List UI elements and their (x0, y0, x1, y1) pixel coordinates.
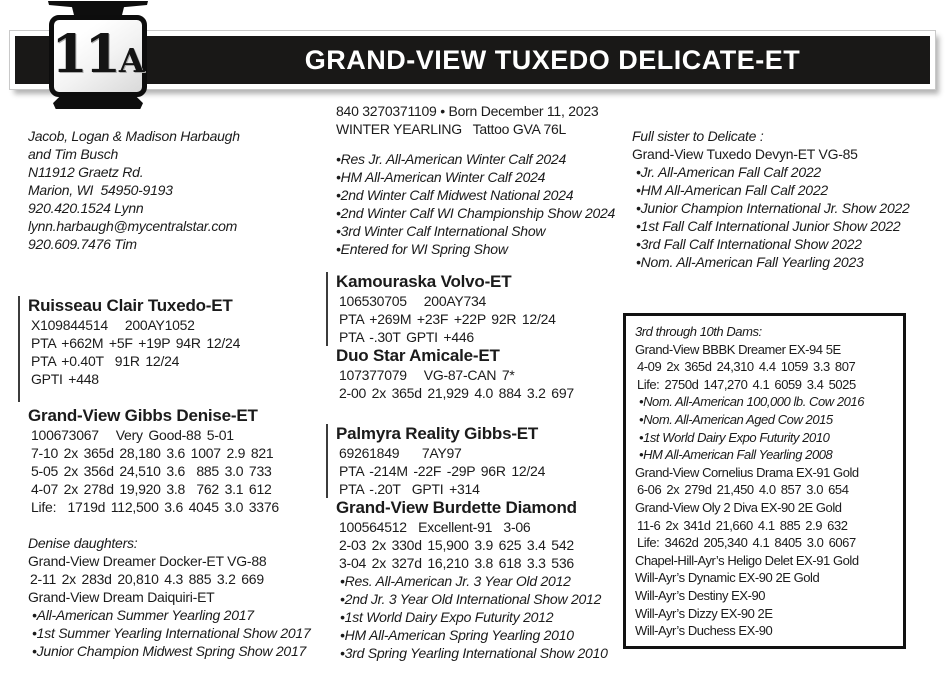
owner-line: Marion, WI 54950-9193 (28, 182, 173, 198)
daughter-line: •1st Summer Yearling International Show 2017 (32, 625, 311, 641)
pedigree-info-line: 69261849 7AY97 (339, 445, 462, 461)
daughter-line: •All-American Summer Yearling 2017 (32, 607, 254, 623)
lot-letter: A (118, 41, 145, 80)
maternal-grandsire-name: Kamouraska Volvo-ET (336, 272, 512, 291)
pedigree-info-line: 2-03 2x 330d 15,900 3.9 625 3.4 542 (339, 537, 574, 553)
full-sister-block (632, 127, 950, 271)
pedigree-info-line: 4-07 2x 278d 19,920 3.8 762 3.1 612 (31, 481, 272, 497)
pedigree-info-line: 100564512 Excellent-91 3-06 (339, 519, 531, 535)
further-dams-box (623, 313, 906, 649)
pedigree-info-line: PTA +269M +23F +22P 92R 12/24 (339, 311, 556, 327)
dam-history-line: Grand-View BBBK Dreamer EX-94 5E (635, 341, 841, 357)
maternal-granddam-name: Duo Star Amicale-ET (336, 346, 500, 365)
award-line: •HM All-American Winter Calf 2024 (336, 169, 546, 185)
award-line: •HM All-American Spring Yearling 2010 (340, 627, 574, 643)
dam-history-line: Will-Ayr’s Dizzy EX-90 2E (635, 605, 773, 621)
dam-name: Grand-View Gibbs Denise-ET (28, 406, 258, 425)
award-line: •Jr. All-American Fall Calf 2022 (636, 164, 821, 180)
pedigree-info-line: Life: 1719d 112,500 3.6 4045 3.0 3376 (31, 499, 279, 515)
award-line: •3rd Spring Yearling International Show 2010 (340, 645, 608, 661)
maternal-grandsire-info (336, 292, 638, 346)
award-line: •3rd Winter Calf International Show (336, 223, 546, 239)
award-line: •2nd Winter Calf Midwest National 2024 (336, 187, 574, 203)
left-column (28, 127, 330, 660)
second-granddam-name: Grand-View Burdette Diamond (336, 498, 577, 517)
pedigree-info-line: PTA +662M +5F +19P 94R 12/24 (31, 335, 241, 351)
maternal-granddam-block (336, 346, 638, 402)
animal-name-title: GRAND-VIEW TUXEDO DELICATE-ET (304, 45, 801, 75)
tag-base-icon (53, 96, 143, 109)
second-grandsire-block (326, 424, 638, 498)
pedigree-info-line: PTA -214M -22F -29P 96R 12/24 (339, 463, 546, 479)
dam-history-line: Chapel-Hill-Ayr’s Heligo Delet EX-91 Gold (635, 552, 859, 568)
dam-info (28, 426, 330, 516)
pedigree-info-line: PTA -.30T GPTI +446 (339, 329, 474, 345)
dam-history-line: Will-Ayr’s Duchess EX-90 (635, 623, 773, 639)
dam-history-line: •Nom. All-American Aged Cow 2015 (639, 411, 833, 427)
dam-history-line: •HM All-American Fall Yearling 2008 (639, 447, 833, 463)
dam-block (28, 406, 330, 516)
right-column (632, 127, 950, 271)
daughter-line: Grand-View Dreamer Docker-ET VG-88 (28, 553, 267, 569)
dam-history-line: •1st World Dairy Expo Futurity 2010 (639, 429, 830, 445)
award-line: •HM All-American Fall Calf 2022 (636, 182, 828, 198)
full-sister-heading: Full sister to Delicate : (632, 128, 764, 144)
lot-number-tag (44, 1, 152, 109)
daughter-line: 2-11 2x 283d 20,810 4.3 885 3.2 669 (30, 571, 264, 587)
award-line: •Res Jr. All-American Winter Calf 2024 (336, 151, 566, 167)
dam-history-line: Grand-View Cornelius Drama EX-91 Gold (635, 464, 859, 480)
award-line: •2nd Winter Calf WI Championship Show 2024 (336, 205, 616, 221)
second-grandsire-name: Palmyra Reality Gibbs-ET (336, 424, 539, 443)
pedigree-info-line: 2-00 2x 365d 21,929 4.0 884 3.2 697 (339, 385, 574, 401)
owner-line: N11912 Graetz Rd. (28, 164, 144, 180)
pedigree-info-line: 106530705 200AY734 (339, 293, 487, 309)
second-granddam-block (336, 498, 638, 662)
class-tattoo-line: WINTER YEARLING Tattoo GVA 76L (336, 121, 567, 137)
middle-column (336, 102, 638, 662)
sire-name: Ruisseau Clair Tuxedo-ET (28, 296, 233, 315)
award-line: •Res. All-American Jr. 3 Year Old 2012 (340, 573, 571, 589)
lot-number: 11 (51, 24, 118, 85)
awards-list (336, 150, 638, 258)
owner-block (28, 127, 330, 253)
full-sister-awards (632, 163, 950, 271)
dam-history-line: 11-6 2x 341d 21,660 4.1 885 2.9 632 (637, 517, 848, 533)
dam-history-line: Life: 2750d 147,270 4.1 6059 3.4 5025 (637, 376, 856, 392)
award-line: •Junior Champion International Jr. Show 2022 (636, 200, 910, 216)
dam-history-line: Grand-View Oly 2 Diva EX-90 2E Gold (635, 499, 842, 515)
second-granddam-awards (336, 572, 638, 662)
maternal-grandsire-block (326, 272, 638, 346)
pedigree-info-line: PTA -.20T GPTI +314 (339, 481, 480, 497)
pedigree-info-line: 5-05 2x 356d 24,510 3.6 885 3.0 733 (31, 463, 272, 479)
identity-block (336, 102, 638, 138)
dam-history-line: Life: 3462d 205,340 4.1 8405 3.0 6067 (637, 535, 856, 551)
award-line: •2nd Jr. 3 Year Old International Show 2012 (340, 591, 602, 607)
full-sister-name: Grand-View Tuxedo Devyn-ET VG-85 (632, 146, 858, 162)
dam-history-line: 6-06 2x 279d 21,450 4.0 857 3.0 654 (637, 482, 849, 498)
dam-history-line: Will-Ayr’s Destiny EX-90 (635, 587, 766, 603)
dam-history-line: •Nom. All-American 100,000 lb. Cow 2016 (639, 394, 864, 410)
owner-line: and Tim Busch (28, 146, 118, 162)
second-granddam-info (336, 518, 638, 572)
award-line: •1st Fall Calf International Junior Show 2022 (636, 218, 901, 234)
further-dams-list (635, 341, 894, 640)
daughters-list (28, 552, 330, 660)
award-line: •Entered for WI Spring Show (336, 241, 508, 257)
owner-line: 920.420.1524 Lynn (28, 200, 144, 216)
owner-line: 920.609.7476 Tim (28, 236, 137, 252)
maternal-granddam-info (336, 366, 638, 402)
sire-info (28, 316, 330, 388)
pedigree-info-line: 7-10 2x 365d 28,180 3.6 1007 2.9 821 (31, 445, 274, 461)
dam-history-line: 4-09 2x 365d 24,310 4.4 1059 3.3 807 (637, 359, 856, 375)
pedigree-info-line: GPTI +448 (31, 371, 99, 387)
award-line: •1st World Dairy Expo Futurity 2012 (340, 609, 554, 625)
daughter-line: Grand-View Dream Daiquiri-ET (28, 589, 215, 605)
pedigree-info-line: PTA +0.40T 91R 12/24 (31, 353, 180, 369)
registration-line: 840 3270371109 • Born December 11, 2023 (336, 103, 599, 119)
owner-line: lynn.harbaugh@mycentralstar.com (28, 218, 238, 234)
daughters-block (28, 534, 330, 660)
pedigree-info-line: 3-04 2x 327d 16,210 3.8 618 3.3 536 (339, 555, 574, 571)
daughters-heading: Denise daughters: (28, 535, 138, 551)
sire-block (18, 296, 330, 402)
award-line: •3rd Fall Calf International Show 2022 (636, 236, 862, 252)
pedigree-info-line: X109844514 200AY1052 (31, 317, 195, 333)
daughter-line: •Junior Champion Midwest Spring Show 2017 (32, 643, 307, 659)
award-line: •Nom. All-American Fall Yearling 2023 (636, 254, 864, 270)
second-grandsire-info (336, 444, 638, 498)
pedigree-info-line: 107377079 VG-87-CAN 7* (339, 367, 515, 383)
owner-line: Jacob, Logan & Madison Harbaugh (28, 128, 240, 144)
dam-history-line: Will-Ayr’s Dynamic EX-90 2E Gold (635, 570, 820, 586)
tag-body (49, 15, 147, 97)
further-dams-heading: 3rd through 10th Dams: (635, 324, 762, 339)
pedigree-info-line: 100673067 Very Good-88 5-01 (31, 427, 234, 443)
